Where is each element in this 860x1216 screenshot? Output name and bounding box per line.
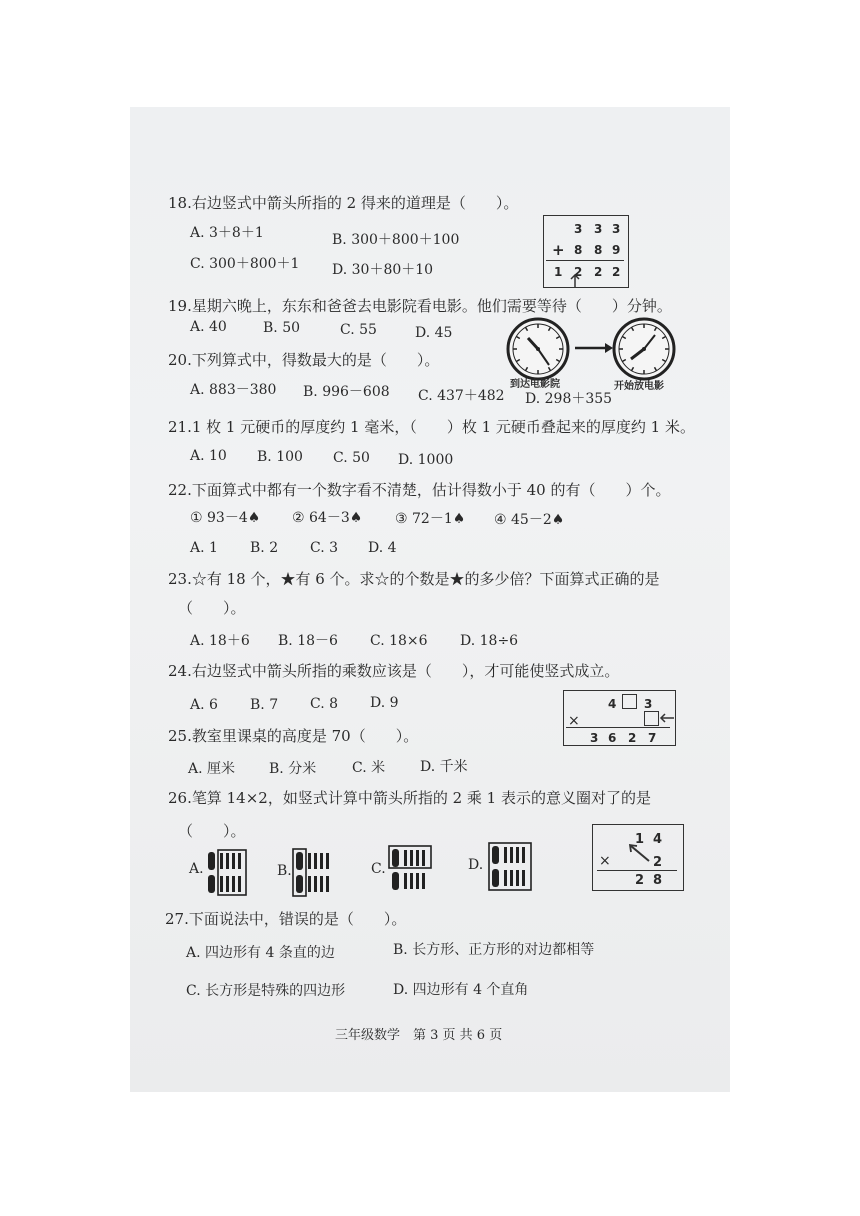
q26-product-line <box>597 870 677 871</box>
single-stick <box>220 876 223 892</box>
q24-multiplier-box <box>644 711 659 726</box>
q24-option-d: D. 9 <box>370 695 399 711</box>
stick-bundle <box>492 869 499 887</box>
q25-option-d: D. 千米 <box>420 759 468 775</box>
q26-vertical-multiplication-box <box>592 824 684 891</box>
q18-digit: 3 <box>594 222 603 236</box>
q22-expr-4: ④ 45－2♠ <box>494 512 565 528</box>
q18-digit: 3 <box>574 222 583 236</box>
single-stick <box>232 853 235 869</box>
q27-stem: 27.下面说法中，错误的是（ ）。 <box>165 910 407 928</box>
q24-vertical-multiplication-box <box>563 690 676 746</box>
q18-option-b: B. 300＋800＋100 <box>332 232 460 248</box>
q19-option-c: C. 55 <box>340 322 377 338</box>
q26-digit: 4 <box>653 832 663 847</box>
q23-option-b: B. 18－6 <box>278 633 338 649</box>
q18-stem: 18.右边竖式中箭头所指的 2 得来的道理是（ ）。 <box>168 194 519 212</box>
q27-option-d: D. 四边形有 4 个直角 <box>393 982 529 998</box>
q27-option-c: C. 长方形是特殊的四边形 <box>186 983 346 999</box>
q18-sum-line <box>546 260 624 261</box>
q21-option-c: C. 50 <box>333 450 370 466</box>
q19-option-b: B. 50 <box>263 320 301 336</box>
q18-digit: 3 <box>612 222 621 236</box>
single-stick <box>320 876 323 892</box>
stick-bundle <box>208 875 215 893</box>
single-stick <box>404 850 407 866</box>
single-stick <box>516 870 519 886</box>
q26-option-c: C. <box>371 861 386 877</box>
single-stick <box>510 870 513 886</box>
q27-option-b: B. 长方形、正方形的对边都相等 <box>393 942 595 958</box>
q25-option-a: A. 厘米 <box>188 761 236 777</box>
q23-option-a: A. 18＋6 <box>190 633 250 649</box>
single-stick <box>416 873 419 889</box>
q24-option-c: C. 8 <box>310 696 339 712</box>
q26-option-a: A. <box>189 861 204 877</box>
q18-option-c: C. 300＋800＋1 <box>190 256 300 272</box>
q18-plus-sign: + <box>552 241 565 259</box>
q21-option-a: A. 10 <box>190 448 227 464</box>
q18-digit: 2 <box>612 265 621 279</box>
q24-stem: 24.右边竖式中箭头所指的乘数应该是（ ），才可能使竖式成立。 <box>168 662 620 680</box>
single-stick <box>516 847 519 863</box>
clock1-caption: 到达电影院 <box>510 379 560 390</box>
q23-stem: 23.☆有 18 个，★有 6 个。求☆的个数是★的多少倍？下面算式正确的是 <box>168 570 660 588</box>
q22-option-b: B. 2 <box>250 540 279 556</box>
stick-bundle <box>492 846 499 864</box>
single-stick <box>238 876 241 892</box>
q18-digit: 9 <box>612 243 621 257</box>
q20-option-a: A. 883－380 <box>190 382 277 398</box>
q22-option-c: C. 3 <box>310 540 339 556</box>
q18-digit: 2 <box>574 265 583 279</box>
q22-expr-2: ② 64－3♠ <box>292 510 363 526</box>
q18-digit: 8 <box>594 243 603 257</box>
q22-stem: 22.下面算式中都有一个数字看不清楚，估计得数小于 40 的有（ ）个。 <box>168 481 671 499</box>
q22-option-a: A. 1 <box>190 540 218 556</box>
q24-digit: 3 <box>644 697 653 711</box>
q26-diagonal-arrow-icon <box>627 843 651 863</box>
q20-option-c: C. 437＋482 <box>418 388 505 404</box>
single-stick <box>410 873 413 889</box>
q18-digit: 1 <box>554 265 563 279</box>
single-stick <box>238 853 241 869</box>
q24-option-a: A. 6 <box>190 697 218 713</box>
single-stick <box>314 876 317 892</box>
stick-bundle <box>296 875 303 893</box>
single-stick <box>510 847 513 863</box>
q24-digit: 3 <box>590 731 599 745</box>
q22-expr-1: ① 93－4♠ <box>190 510 261 526</box>
q25-option-c: C. 米 <box>352 760 386 776</box>
single-stick <box>308 853 311 869</box>
stick-bundle <box>392 872 399 890</box>
q18-digit: 8 <box>574 243 583 257</box>
single-stick <box>522 870 525 886</box>
page-footer: 三年级数学 第 3 页 共 6 页 <box>335 1028 503 1043</box>
q22-option-d: D. 4 <box>368 540 397 556</box>
single-stick <box>314 853 317 869</box>
single-stick <box>522 847 525 863</box>
q22-expr-3: ③ 72－1♠ <box>395 511 466 527</box>
q24-digit: 2 <box>628 731 637 745</box>
q26-digit: 2 <box>653 855 663 870</box>
q24-digit: 6 <box>608 731 617 745</box>
q23-blank: （ ）。 <box>178 599 246 617</box>
q26-times-sign: × <box>599 853 611 869</box>
q26-option-b: B. <box>277 863 292 879</box>
q26-option-d-sticks-icon <box>488 842 534 892</box>
q24-blank-digit-box <box>622 694 637 709</box>
single-stick <box>404 873 407 889</box>
q24-times-sign: × <box>568 713 580 729</box>
q26-blank: （ ）。 <box>178 822 246 840</box>
q24-left-arrow-icon <box>659 713 675 723</box>
q18-option-d: D. 30＋80＋10 <box>332 262 434 278</box>
q23-option-d: D. 18÷6 <box>460 633 519 649</box>
q21-stem: 21.1 枚 1 元硬币的厚度约 1 毫米，（ ）枚 1 元硬币叠起来的厚度约 1 米。 <box>168 418 695 436</box>
clock2-caption: 开始放电影 <box>614 381 664 392</box>
stick-bundle <box>392 849 399 867</box>
q24-option-b: B. 7 <box>250 697 279 713</box>
q19-stem: 19.星期六晚上，东东和爸爸去电影院看电影。他们需要等待（ ）分钟。 <box>168 297 672 315</box>
q21-option-b: B. 100 <box>257 449 303 465</box>
single-stick <box>504 870 507 886</box>
q26-option-d: D. <box>468 857 484 873</box>
q18-digit: 2 <box>594 265 603 279</box>
single-stick <box>232 876 235 892</box>
q23-option-c: C. 18×6 <box>370 633 428 649</box>
q26-digit: 8 <box>653 873 663 888</box>
single-stick <box>220 853 223 869</box>
q20-option-d: D. 298＋355 <box>525 391 613 407</box>
q20-option-b: B. 996－608 <box>303 384 390 400</box>
q18-option-a: A. 3＋8＋1 <box>190 225 264 241</box>
right-arrow-icon <box>575 343 613 353</box>
single-stick <box>410 850 413 866</box>
single-stick <box>326 876 329 892</box>
q18-vertical-addition-box <box>543 215 629 288</box>
q19-option-a: A. 40 <box>190 319 227 335</box>
single-stick <box>416 850 419 866</box>
single-stick <box>226 853 229 869</box>
q26-option-a-sticks-icon <box>204 848 250 898</box>
q21-option-d: D. 1000 <box>398 452 454 468</box>
q26-option-b-sticks-icon <box>292 848 338 898</box>
single-stick <box>422 850 425 866</box>
clock-icon <box>614 319 674 379</box>
stick-bundle <box>208 852 215 870</box>
stick-bundle <box>296 852 303 870</box>
q26-digit: 2 <box>635 873 645 888</box>
single-stick <box>308 876 311 892</box>
q24-digit: 4 <box>608 697 617 711</box>
q18-up-arrow-icon <box>569 274 581 288</box>
q24-digit: 7 <box>648 731 657 745</box>
q26-digit: 1 <box>635 832 645 847</box>
q27-option-a: A. 四边形有 4 条直的边 <box>186 945 335 961</box>
q24-product-line <box>566 727 670 728</box>
single-stick <box>504 847 507 863</box>
q19-option-d: D. 45 <box>415 325 453 341</box>
q25-option-b: B. 分米 <box>269 761 317 777</box>
clock-icon <box>508 319 568 379</box>
single-stick <box>320 853 323 869</box>
single-stick <box>326 853 329 869</box>
single-stick <box>422 873 425 889</box>
q26-stem: 26.笔算 14×2，如竖式计算中箭头所指的 2 乘 1 表示的意义圈对了的是 <box>168 789 651 807</box>
q25-stem: 25.教室里课桌的高度是 70（ ）。 <box>168 727 419 745</box>
q26-option-c-sticks-icon <box>388 845 434 895</box>
q20-stem: 20.下列算式中，得数最大的是（ ）。 <box>168 351 440 369</box>
single-stick <box>226 876 229 892</box>
